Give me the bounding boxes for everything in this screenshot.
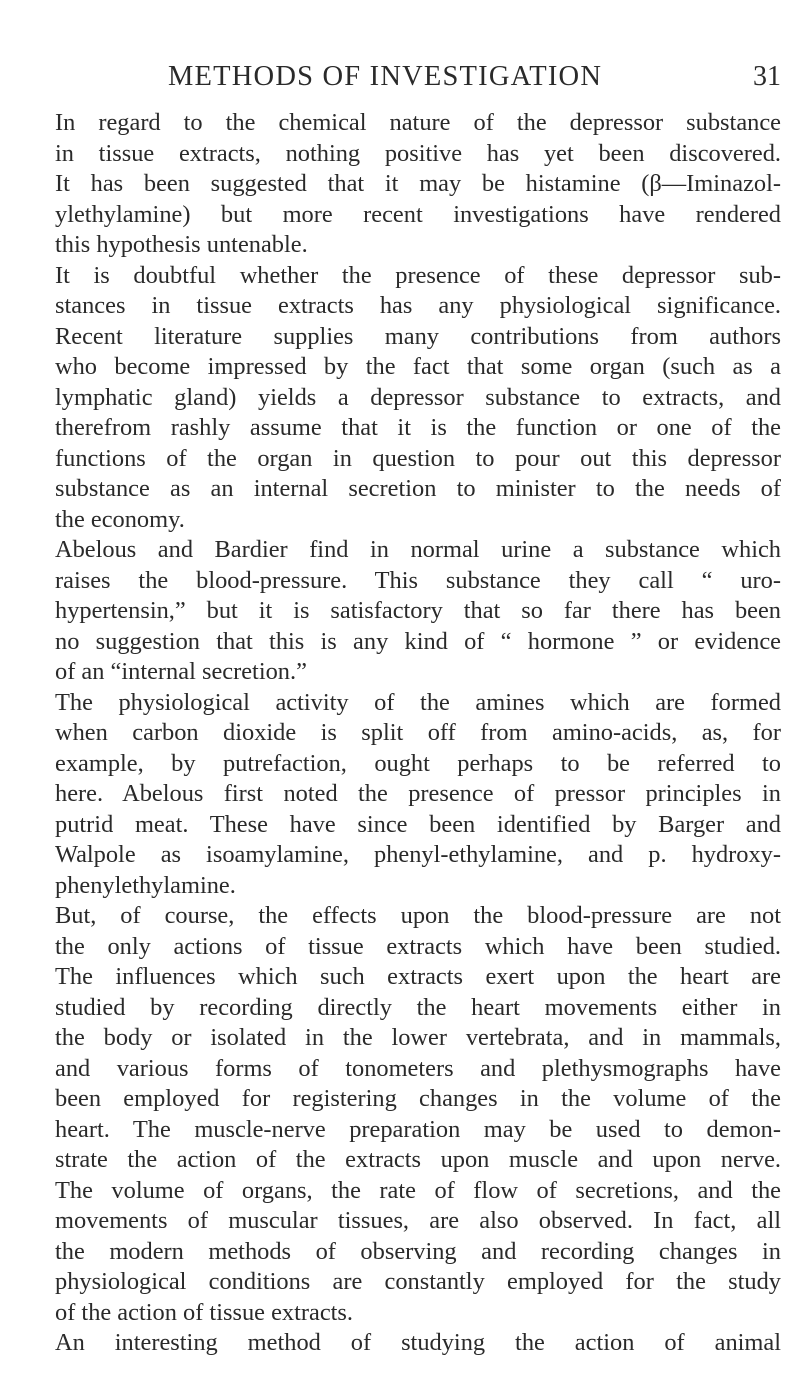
text-line: no suggestion that this is any kind of “ hormone ” or evidence [55, 627, 781, 655]
text-line: movements of muscular tissues, are also observed. In fact, all [55, 1207, 781, 1234]
text-line: studied by recording directly the heart movements either in [55, 993, 781, 1021]
text-line: raises the blood-pressure. This substance they call “ uro- [55, 566, 781, 594]
text-line: the modern methods of observing and recording changes in [55, 1237, 781, 1265]
text-line: hypertensin,” but it is satisfactory that so far there has been [55, 597, 781, 624]
text-line: stances in tissue extracts has any physiological significance. [55, 292, 781, 319]
text-line: It is doubtful whether the presence of these depressor sub- [55, 261, 781, 289]
text-line: The volume of organs, the rate of flow of secretions, and the [55, 1176, 781, 1204]
text-line: But, of course, the effects upon the blood-pressure are not [55, 902, 781, 929]
text-line: of an “internal secretion.” [55, 658, 307, 685]
text-line: strate the action of the extracts upon muscle and upon nerve. [55, 1146, 781, 1173]
text-line: the only actions of tissue extracts which have been studied. [55, 932, 781, 960]
text-line: of the action of tissue extracts. [55, 1298, 354, 1326]
text-line: Walpole as isoamylamine, phenyl-ethylamine, and p. hydroxy- [55, 841, 781, 868]
text-line: and various forms of tonometers and plethysmographs have [55, 1054, 781, 1082]
text-line: In regard to the chemical nature of the depressor substance [55, 109, 781, 136]
text-line: It has been suggested that it may be histamine (β—Iminazol- [55, 170, 781, 197]
text-line: when carbon dioxide is split off from amino-acids, as, for [55, 719, 781, 746]
text-line: lymphatic gland) yields a depressor substance to extracts, and [55, 383, 781, 411]
text-line: in tissue extracts, nothing positive has yet been discovered. [55, 139, 781, 167]
text-line: substance as an internal secretion to minister to the needs of [55, 475, 781, 502]
text-line: the economy. [55, 505, 185, 533]
text-line: functions of the organ in question to pour out this depressor [55, 444, 781, 472]
text-line: therefrom rashly assume that it is the function or one of the [55, 414, 781, 441]
text-line: here. Abelous first noted the presence of pressor principles in [55, 780, 781, 807]
text-line: physiological conditions are constantly employed for the study [55, 1268, 781, 1295]
text-line: this hypothesis untenable. [55, 231, 308, 258]
text-line: who become impressed by the fact that some organ (such as a [55, 353, 781, 380]
text-line: phenylethylamine. [55, 871, 236, 899]
body-text [55, 108, 781, 1359]
text-line: The influences which such extracts exert upon the heart are [55, 963, 781, 990]
text-line: Recent literature supplies many contributions from authors [55, 322, 781, 350]
text-line: The physiological activity of the amines which are formed [55, 688, 781, 716]
text-line: heart. The muscle-nerve preparation may be used to demon- [55, 1115, 781, 1143]
text-line: the body or isolated in the lower vertebrata, and in mammals, [55, 1024, 781, 1051]
text-line: putrid meat. These have since been identified by Barger and [55, 810, 781, 838]
text-line: example, by putrefaction, ought perhaps to be referred to [55, 749, 781, 777]
text-line: Abelous and Bardier find in normal urine a substance which [55, 536, 781, 563]
running-head [55, 55, 781, 99]
text-line: ylethylamine) but more recent investigations have rendered [55, 200, 781, 228]
text-line: An interesting method of studying the action of animal [55, 1329, 781, 1356]
page-number: 31 [753, 61, 781, 92]
text-line: been employed for registering changes in the volume of the [55, 1085, 781, 1112]
running-title: METHODS OF INVESTIGATION [168, 61, 603, 92]
